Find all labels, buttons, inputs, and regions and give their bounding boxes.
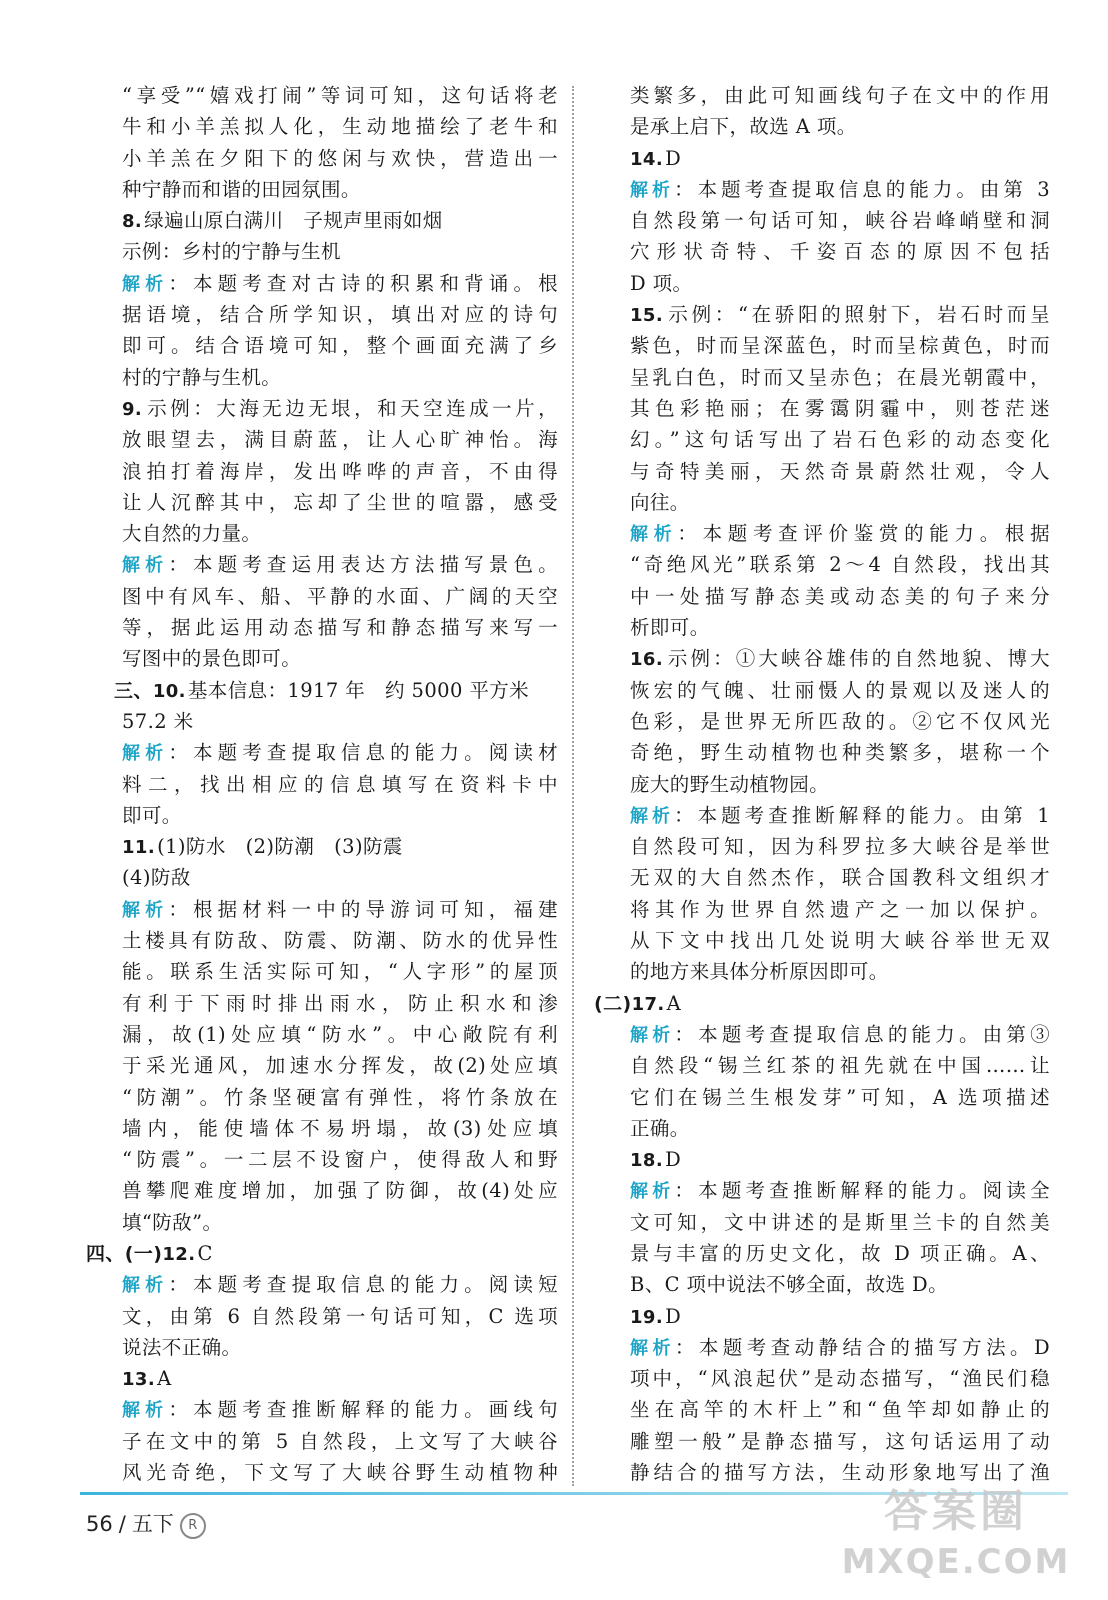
answer-line — [630, 1113, 1050, 1144]
answer-text: 等，据此运用动态描写和静态描写来写一 — [122, 616, 558, 640]
answer-text: 恢宏的气魄、壮丽慑人的景观以及迷人的 — [630, 678, 1050, 702]
answer-line — [630, 487, 1050, 518]
watermark-domain: MXQE.COM — [841, 1542, 1071, 1582]
answer-text: 类繁多，由此可知画线句子在文中的作用 — [630, 84, 1050, 107]
answer-line — [122, 737, 558, 768]
answer-line — [122, 1426, 558, 1457]
answer-line — [86, 1238, 558, 1269]
analysis-tag: 解析 — [122, 899, 169, 921]
answer-text: 庞大的野生动植物园。 — [630, 772, 830, 796]
answer-text: 与奇特美丽，天然奇景蔚然壮观，令人 — [630, 459, 1050, 483]
analysis-tag: 解析 — [630, 1181, 675, 1203]
answer-line — [630, 706, 1050, 737]
analysis-tag: 解析 — [630, 524, 678, 546]
question-number: 16. — [630, 649, 664, 671]
analysis-tag: 解析 — [122, 743, 169, 765]
answer-line — [122, 643, 558, 674]
page-footer — [86, 1508, 206, 1539]
answer-text: 景与丰富的历史文化，故 D 项正确。A、 — [630, 1241, 1050, 1265]
answer-text: 村的宁静与生机。 — [122, 365, 282, 389]
answer-line — [630, 1394, 1050, 1425]
answer-text: 是承上启下，故选 A 项。 — [630, 115, 857, 139]
answer-text: 示例：大海无边无垠，和天空连成一片， — [144, 396, 558, 420]
answer-line — [122, 1457, 558, 1488]
answer-line — [630, 174, 1050, 205]
answer-line — [122, 894, 558, 925]
answer-line — [122, 925, 558, 956]
answer-line — [122, 362, 558, 393]
analysis-tag: 解析 — [630, 1024, 675, 1046]
answer-line — [114, 675, 558, 706]
answer-text: 据语境，结合所学知识，填出对应的诗句 — [122, 303, 558, 327]
answer-text: 雕塑一般”是静态描写，这句话运用了动 — [630, 1429, 1050, 1453]
question-number: 12. — [162, 1243, 196, 1265]
analysis-tag: 解析 — [630, 1337, 675, 1359]
question-number: 11. — [122, 837, 156, 859]
answer-line — [630, 737, 1050, 768]
answer-line — [122, 80, 558, 111]
answer-line — [122, 518, 558, 549]
answer-text: 文，由第 6 自然段第一句话可知，C 选项 — [122, 1304, 558, 1328]
answer-line — [122, 1175, 558, 1206]
answer-text: D 项。 — [630, 271, 693, 295]
answer-text: 文可知，文中讲述的是斯里兰卡的自然美 — [630, 1210, 1050, 1234]
answer-text: 57.2 米 — [122, 709, 194, 733]
question-number: 13. — [122, 1369, 156, 1391]
answer-line — [122, 706, 558, 737]
answer-line — [122, 1269, 558, 1300]
answer-line — [630, 581, 1050, 612]
analysis-tag: 解析 — [122, 273, 169, 295]
analysis-tag: 解析 — [122, 1275, 169, 1297]
answer-line — [630, 518, 1050, 549]
answer-line — [122, 1363, 558, 1394]
answer-text: ：本题考查提取信息的能力。由第③ — [674, 1022, 1050, 1046]
answer-line — [630, 1207, 1050, 1238]
answer-line — [630, 675, 1050, 706]
answer-line — [122, 330, 558, 361]
answer-text: 牛和小羊羔拟人化，生动地描绘了老牛和 — [122, 115, 558, 139]
answer-text: 有利于下雨时排出雨水，防止积水和渗 — [122, 991, 558, 1015]
answer-text: 坐在高竿的木杆上”和“鱼竿却如静止的 — [630, 1398, 1050, 1422]
answer-text: (4)防敌 — [122, 866, 191, 890]
answer-text: 绿遍山原白满川 子规声里雨如烟 — [144, 209, 443, 233]
answer-line — [630, 549, 1050, 580]
column-divider — [572, 86, 574, 1486]
answer-line — [630, 330, 1050, 361]
answer-text: 土楼具有防敌、防震、防潮、防水的优异性 — [122, 929, 558, 953]
answer-text: 子在文中的第 5 自然段，上文写了大峡谷 — [122, 1429, 558, 1453]
answer-line — [122, 111, 558, 142]
answer-line — [630, 80, 1050, 111]
answer-text: 示例：“在骄阳的照射下，岩石时而呈 — [665, 303, 1050, 327]
answer-line — [630, 1050, 1050, 1081]
answer-text: 风光奇绝，下文写了大峡谷野生动植物种 — [122, 1461, 558, 1485]
section-marker: (二) — [594, 992, 632, 1015]
analysis-tag: 解析 — [630, 179, 675, 201]
question-number: 14. — [630, 148, 664, 170]
answer-text: 自然段“锡兰红茶的祖先就在中国……让 — [630, 1054, 1050, 1078]
answer-line — [122, 612, 558, 643]
answer-line — [630, 111, 1050, 142]
answer-text: (1)防水 (2)防潮 (3)防震 — [157, 835, 403, 859]
answer-text: 即可。结合语境可知，整个画面充满了乡 — [122, 334, 558, 358]
answer-text: D — [665, 1148, 682, 1172]
answer-line — [630, 1269, 1050, 1300]
answer-text: 析即可。 — [630, 616, 710, 640]
answer-text: 种宁静而和谐的田园氛围。 — [122, 177, 361, 201]
answer-text: “享受”“嬉戏打闹”等词可知，这句话将老 — [122, 84, 558, 107]
answer-line — [122, 800, 558, 831]
answer-text: 墙内，能使墙体不易坍塌，故(3)处应填 — [122, 1116, 558, 1140]
answer-line — [630, 456, 1050, 487]
answer-line — [122, 1050, 558, 1081]
answer-line — [122, 143, 558, 174]
answer-text: 浪拍打着海岸，发出哗哗的声音，不由得 — [122, 459, 558, 483]
answer-text: ：本题考查动静结合的描写方法。D — [674, 1335, 1050, 1359]
answer-text: 放眼望去，满目蔚蓝，让人心旷神怡。海 — [122, 428, 558, 452]
answer-line — [630, 1019, 1050, 1050]
answer-text: 漏，故(1)处应填“防水”。中心敞院有利 — [122, 1022, 558, 1046]
answer-text: 其色彩艳丽；在雾霭阴霾中，则苍茫迷 — [630, 396, 1050, 420]
answer-text: 写图中的景色即可。 — [122, 647, 302, 671]
analysis-tag: 解析 — [122, 1400, 169, 1422]
answer-line — [122, 988, 558, 1019]
answer-line — [630, 1332, 1050, 1363]
answer-line — [122, 299, 558, 330]
answer-text: 能。联系生活实际可知，“人字形”的屋顶 — [122, 960, 558, 984]
answer-line — [630, 1175, 1050, 1206]
answer-line — [122, 549, 558, 580]
answer-line — [630, 236, 1050, 267]
answer-text: 自然段可知，因为科罗拉多大峡谷是举世 — [630, 835, 1050, 859]
analysis-tag: 解析 — [122, 555, 169, 577]
answer-column-left — [86, 80, 558, 1488]
answer-line — [122, 769, 558, 800]
answer-line — [630, 205, 1050, 236]
question-number: 10. — [152, 680, 186, 702]
grade-label: 五下 — [131, 1512, 174, 1536]
answer-line — [594, 988, 1050, 1019]
page-number: 56 — [86, 1512, 113, 1536]
answer-text: 于采光通风，加速水分挥发，故(2)处应填 — [122, 1054, 558, 1078]
question-number: 17. — [631, 993, 665, 1015]
answer-text: 无双的大自然杰作，联合国教科文组织才 — [630, 866, 1050, 890]
answer-text: ：本题考查对古诗的积累和背诵。根 — [168, 271, 558, 295]
answer-line — [122, 205, 558, 236]
watermark-title: 答案圈 — [884, 1486, 1028, 1537]
answer-text: 穴形状奇特、千姿百态的原因不包括 — [630, 240, 1050, 264]
answer-line — [630, 299, 1050, 330]
answer-text: ：本题考查推断解释的能力。由第 1 — [674, 803, 1050, 827]
answer-text: A — [666, 991, 682, 1015]
answer-text: ：本题考查推断解释的能力。阅读全 — [674, 1179, 1050, 1203]
question-number: 15. — [630, 305, 664, 327]
answer-text: 大自然的力量。 — [122, 522, 262, 546]
answer-line — [630, 800, 1050, 831]
answer-line — [630, 612, 1050, 643]
answer-line — [122, 1019, 558, 1050]
answer-text: C — [197, 1241, 213, 1265]
answer-line — [122, 174, 558, 205]
answer-line — [630, 894, 1050, 925]
answer-text: ：本题考查评价鉴赏的能力。根据 — [677, 522, 1050, 546]
answer-text: ：本题考查提取信息的能力。阅读短 — [168, 1273, 558, 1297]
answer-line — [122, 862, 558, 893]
answer-line — [630, 1144, 1050, 1175]
question-number: 18. — [630, 1150, 664, 1172]
answer-text: 即可。 — [122, 803, 182, 827]
answer-text: 呈乳白色，时而又呈赤色；在晨光朝霞中， — [630, 365, 1050, 389]
answer-text: 示例：乡村的宁静与生机 — [122, 240, 341, 264]
answer-text: 中一处描写静态美或动态美的句子来分 — [630, 584, 1050, 608]
answer-text: 幻。”这句话写出了岩石色彩的动态变化 — [630, 428, 1050, 452]
answer-text: 静结合的描写方法，生动形象地写出了渔 — [630, 1461, 1050, 1485]
answer-text: 基本信息：1917 年 约 5000 平方米 — [187, 678, 530, 702]
answer-text: ：本题考查提取信息的能力。阅读材 — [168, 741, 558, 765]
answer-line — [630, 424, 1050, 455]
answer-line — [630, 956, 1050, 987]
watermark-logo — [836, 1482, 1076, 1592]
answer-text: 色彩，是世界无所匹敌的。②它不仅风光 — [630, 709, 1050, 733]
answer-line — [630, 393, 1050, 424]
answer-text: 填“防敌”。 — [122, 1210, 223, 1234]
answer-text: 自然段第一句话可知，峡谷岩峰峭壁和洞 — [630, 209, 1050, 233]
answer-line — [122, 1144, 558, 1175]
answer-text: “奇绝风光”联系第 2～4 自然段，找出其 — [630, 553, 1050, 577]
answer-line — [122, 1082, 558, 1113]
answer-line — [630, 769, 1050, 800]
edition-badge-icon: R — [180, 1513, 206, 1539]
answer-text: 料二，找出相应的信息填写在资料卡中 — [122, 772, 558, 796]
answer-text: D — [665, 146, 682, 170]
answer-line — [630, 362, 1050, 393]
answer-text: 奇绝，野生动植物也种类繁多，堪称一个 — [630, 741, 1050, 765]
answer-line — [122, 487, 558, 518]
answer-text: 图中有风车、船、平静的水面、广阔的天空 — [122, 584, 558, 608]
question-number: 9. — [122, 398, 143, 420]
answer-line — [630, 862, 1050, 893]
answer-line — [122, 1207, 558, 1238]
answer-text: 紫色，时而呈深蓝色，时而呈棕黄色，时而 — [630, 334, 1050, 358]
answer-line — [630, 268, 1050, 299]
answer-line — [630, 1301, 1050, 1332]
section-marker: 三、 — [114, 679, 153, 702]
answer-line — [630, 643, 1050, 674]
answer-line — [122, 456, 558, 487]
answer-line — [630, 831, 1050, 862]
answer-line — [122, 1113, 558, 1144]
answer-text: 的地方来具体分析原因即可。 — [630, 960, 889, 984]
answer-line — [630, 1238, 1050, 1269]
answer-text: 项中，“风浪起伏”是动态描写，“渔民们稳 — [630, 1367, 1050, 1391]
answer-text: 让人沉醉其中，忘却了尘世的喧嚣，感受 — [122, 490, 558, 514]
answer-line — [630, 1082, 1050, 1113]
answer-line — [630, 925, 1050, 956]
answer-line — [122, 831, 558, 862]
answer-text: 向往。 — [630, 490, 690, 514]
answer-text: ：本题考查提取信息的能力。由第 3 — [674, 177, 1050, 201]
answer-text: 从下文中找出几处说明大峡谷举世无双 — [630, 929, 1050, 953]
question-number: 19. — [630, 1306, 664, 1328]
answer-line — [122, 393, 558, 424]
answer-column-right — [594, 80, 1050, 1488]
answer-text: “防震”。一二层不设窗户，使得敌人和野 — [122, 1148, 558, 1172]
answer-line — [122, 581, 558, 612]
answer-text: D — [665, 1304, 682, 1328]
answer-line — [122, 424, 558, 455]
analysis-tag: 解析 — [630, 805, 675, 827]
answer-text: A — [157, 1367, 172, 1391]
answer-line — [122, 956, 558, 987]
answer-line — [630, 1426, 1050, 1457]
question-number: 8. — [122, 211, 143, 233]
section-marker: 四、(一) — [86, 1242, 163, 1265]
answer-text: 小羊羔在夕阳下的悠闲与欢快，营造出一 — [122, 146, 558, 170]
answer-line — [122, 1301, 558, 1332]
answer-text: “防潮”。竹条坚硬富有弹性，将竹条放在 — [122, 1085, 558, 1109]
answer-text: ：本题考查运用表达方法描写景色。 — [168, 553, 558, 577]
footer-separator: / — [118, 1512, 126, 1536]
answer-line — [630, 143, 1050, 174]
answer-text: 兽攀爬难度增加，加强了防御，故(4)处应 — [122, 1179, 558, 1203]
answer-line — [122, 236, 558, 267]
answer-line — [630, 1363, 1050, 1394]
answer-text: B、C 项中说法不够全面，故选 D。 — [630, 1273, 948, 1297]
answer-line — [122, 1332, 558, 1363]
answer-text: 正确。 — [630, 1116, 690, 1140]
answer-text: 将其作为世界自然遗产之一加以保护。 — [630, 897, 1050, 921]
answer-text: ：根据材料一中的导游词可知，福建 — [168, 897, 558, 921]
answer-line — [122, 268, 558, 299]
answer-text: ：本题考查推断解释的能力。画线句 — [168, 1398, 558, 1422]
answer-text: 说法不正确。 — [122, 1335, 242, 1359]
answer-text: 示例：①大峡谷雄伟的自然地貌、博大 — [665, 647, 1050, 671]
answer-text: 它们在锡兰生根发芽”可知，A 选项描述 — [630, 1085, 1050, 1109]
answer-line — [122, 1394, 558, 1425]
